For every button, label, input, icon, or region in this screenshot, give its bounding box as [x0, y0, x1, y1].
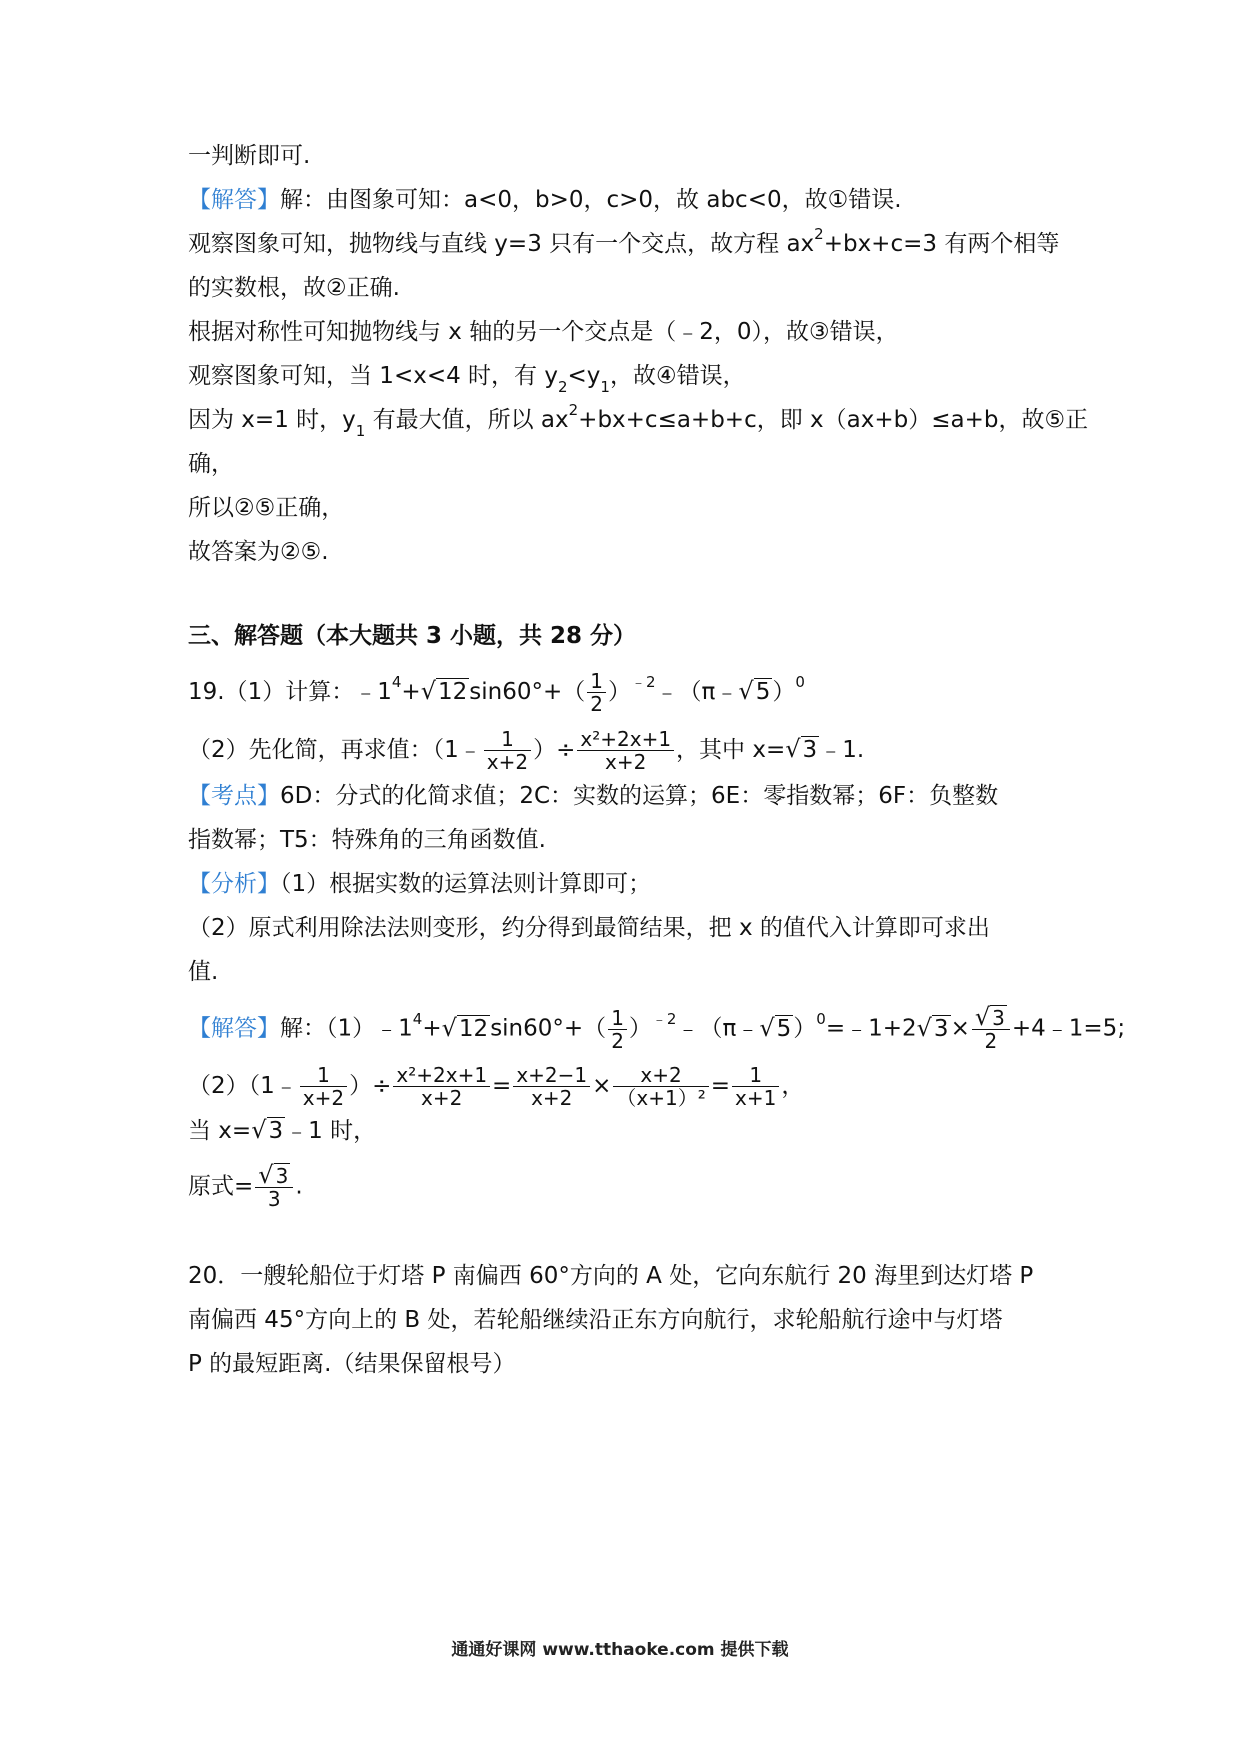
text-line: 根据对称性可知抛物线与 x 轴的另一个交点是（﹣2，0），故③错误， — [188, 319, 899, 345]
text-line: 故答案为②⑤. — [188, 539, 329, 565]
question-19-part-1: 19.（1）计算：$﹣1^4+√12\sin 60^\circ+$（ $\frac{1}{2}$ ）$^{﹣2}$﹣（π﹣√5）$^0$ — [188, 669, 805, 716]
fraction: $\frac{√ 3}{2}$ — [972, 1006, 1010, 1052]
text-line: 【分析】（1）根据实数的运算法则计算即可； — [188, 871, 652, 897]
text-line: 当 x=√3﹣1 时， — [188, 1114, 1058, 1147]
tag-answer: 【解答】 — [188, 1015, 280, 1042]
text-line: 【考点】6D：分式的化简求值；2C：实数的运算；6E：零指数幂；6F：负整数 — [188, 783, 999, 809]
fraction: $\frac{√ 3}{3}$ — [255, 1164, 293, 1210]
text-line: 的实数根，故②正确. — [188, 275, 400, 301]
page-footer: 通通好课网 www.tthaoke.com 提供下载 — [451, 1640, 789, 1660]
text-line: 所以②⑤正确， — [188, 495, 345, 521]
sqrt-symbol: √5 — [738, 677, 771, 705]
fraction: $\frac{1}{x+2}$ — [484, 728, 531, 773]
sqrt-symbol: √12 — [420, 677, 468, 705]
fraction: $\frac{1}{x+1}$ — [732, 1064, 779, 1109]
fraction: $\frac{1}{2}$ — [587, 670, 606, 715]
fraction: $\frac{1}{x+2}$ — [300, 1064, 347, 1109]
sqrt-symbol: √12 — [441, 1013, 489, 1042]
text-line: 【解答】解：由图象可知：a<0，b>0，c>0，故 abc<0，故①错误. — [188, 187, 902, 213]
text-line: P 的最短距离.（结果保留根号） — [188, 1351, 516, 1377]
answer-part-1: 【解答】解：$(1)﹣1^4+√12\sin 60^\circ+$（ $\frac{1}{2}$ ）$^{﹣2}$﹣（π﹣√5）$^0$=﹣1+2√3× $\frac{√ 3}{2}$ +4﹣1=5; — [188, 1003, 1126, 1053]
fraction: $\frac{\text{x²+2x+1}}{x+2}$ — [393, 1064, 490, 1109]
answer-part-2: （2）（1﹣ $\frac{1}{x+2}$ ）÷ $\frac{\text{x²+2x+1}}{x+2}$ = $\frac{x+2-1}{x+2}$ × $\frac{x+2}{\text{（x+1）²}}$ = $\frac{1}{x+1}$ ， — [188, 1063, 805, 1110]
fraction: $\frac{x+2}{\text{（x+1）²}}$ — [613, 1064, 708, 1109]
sqrt-symbol: √3 — [251, 1116, 284, 1144]
text-line: 观察图象可知，当 1<x<4 时，有 $y_2<y_1$，故④错误， — [188, 363, 746, 396]
sqrt-symbol: √3 — [785, 735, 818, 763]
text-line: 一判断即可. — [188, 143, 311, 169]
tag-key-points: 【考点】 — [188, 783, 280, 809]
question-20: 20．一艘轮船位于灯塔 P 南偏西 60°方向的 A 处，它向东航行 20 海里到达灯塔 P — [188, 1263, 1034, 1289]
tag-analysis: 【分析】 — [188, 871, 280, 897]
text-line: 南偏西 45°方向上的 B 处，若轮船继续沿正东方向航行，求轮船航行途中与灯塔 — [188, 1307, 1003, 1333]
question-19-part-2: （2）先化简，再求值：（1﹣ $\frac{1}{x+2}$ ）÷ $\frac{\text{x²+2x+1}}{x+2}$ ，其中 x=√3﹣1. — [188, 727, 865, 774]
text-line: 观察图象可知，抛物线与直线 y=3 只有一个交点，故方程 $ax^2+bx+c=3$ 有两个相等 — [188, 225, 1060, 257]
text-line: 因为 x=1 时，$y_1$ 有最大值，所以 $ax^2+bx+c\le a+b+c$，即 x（ax+b）≤a+b，故⑤正 — [188, 401, 1089, 440]
text-line: （2）原式利用除法法则变形，约分得到最简结果，把 x 的值代入计算即可求出 — [188, 915, 990, 941]
text-line: 原式= $\frac{√ 3}{3}$ . — [188, 1161, 303, 1211]
text-line: 确， — [188, 451, 234, 477]
sqrt-symbol: √5 — [759, 1013, 792, 1042]
fraction: $\frac{1}{2}$ — [608, 1007, 627, 1052]
text-line: 指数幂；T5：特殊角的三角函数值. — [188, 827, 546, 853]
fraction: $\frac{\text{x²+2x+1}}{x+2}$ — [577, 728, 674, 773]
tag-answer: 【解答】 — [188, 187, 280, 213]
sqrt-symbol: √3 — [916, 1013, 949, 1042]
fraction: $\frac{x+2-1}{x+2}$ — [513, 1064, 590, 1109]
section-heading: 三、解答题（本大题共 3 小题，共 28 分） — [188, 623, 637, 649]
text-line: 值. — [188, 959, 219, 985]
